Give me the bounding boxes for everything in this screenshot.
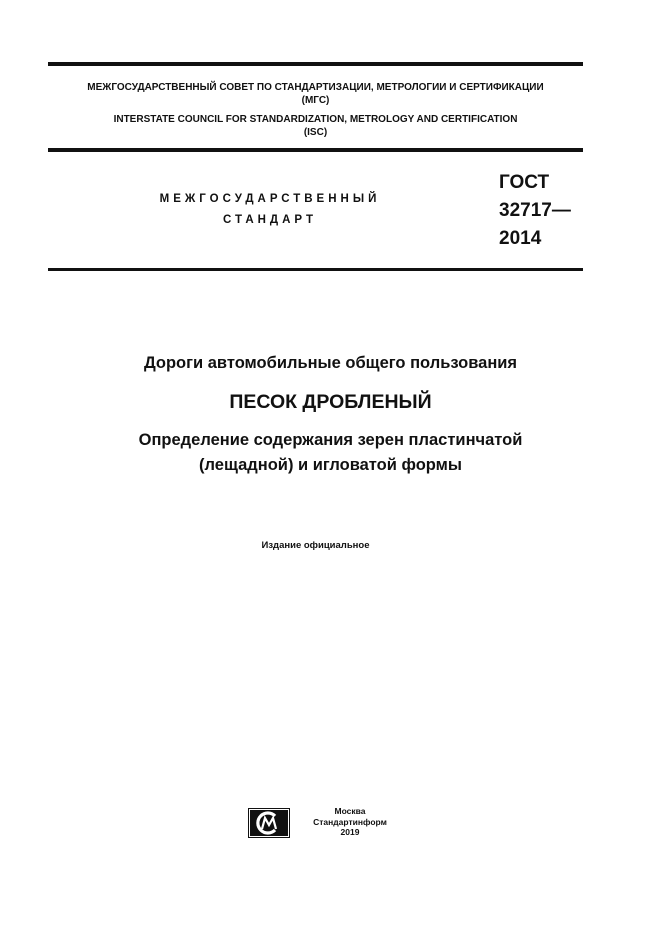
designation-line2: 32717— [499,200,571,221]
council-name-ru: МЕЖГОСУДАРСТВЕННЫЙ СОВЕТ ПО СТАНДАРТИЗАЦИИ, МЕТРОЛОГИИ И СЕРТИФИКАЦИИ [87,82,544,93]
title-line2: ПЕСОК ДРОБЛЕНЫЙ [229,391,432,413]
publisher-year: 2019 [340,827,360,837]
header-bottom-rule [48,268,583,271]
council-abbr-en: (ISC) [303,127,328,138]
publisher-city: Москва [334,806,366,816]
standard-type-line1: МЕЖГОСУДАРСТВЕННЫЙ [159,193,381,205]
title-line4: (лещадной) и игловатой формы [199,456,462,474]
publisher-name: Стандартинформ [313,816,387,827]
council-bottom-rule [48,148,583,152]
title-line3: Определение содержания зерен пластинчатой [138,431,523,449]
designation-line1: ГОСТ [499,172,550,193]
council-abbr-ru: (МГС) [301,95,330,106]
title-line1: Дороги автомобильные общего пользования [143,354,518,372]
council-name-en: INTERSTATE COUNCIL FOR STANDARDIZATION, METROLOGY AND CERTIFICATION [113,114,518,125]
top-rule [48,62,583,66]
designation-line3: 2014 [499,228,542,249]
standard-type-line2: СТАНДАРТ [223,214,317,226]
standard-designation [499,169,571,253]
standartinform-logo-icon [248,808,290,838]
publisher-block [310,806,390,838]
title-subtitle [0,428,661,478]
edition-note: Издание официальное [261,540,370,551]
